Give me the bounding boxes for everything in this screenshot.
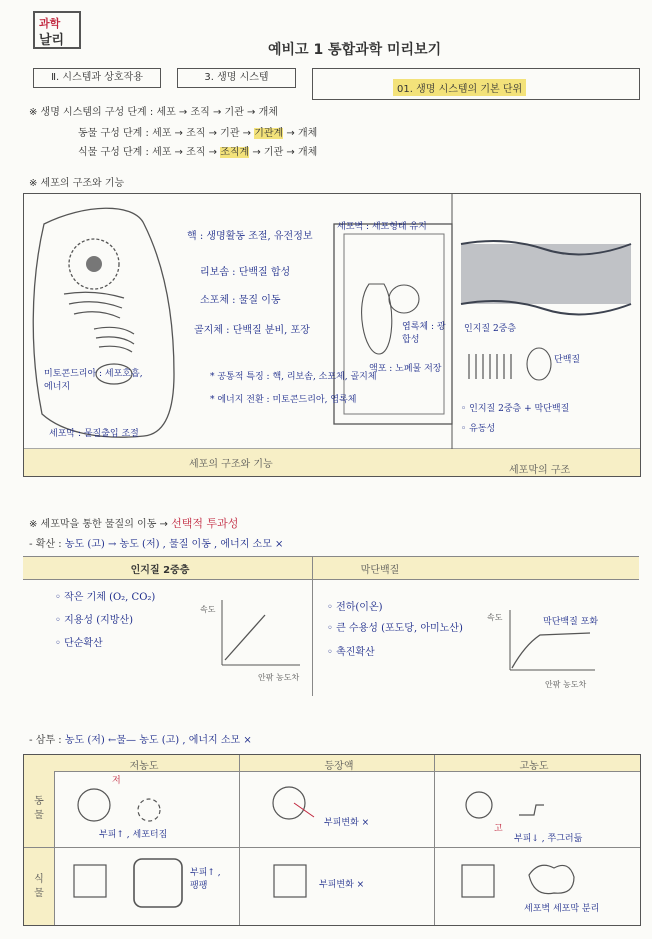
note-er: 소포체 : 물질 이동 [200,295,281,306]
graph1-x-label: 안팎 농도차 [258,673,300,682]
diffusion-line: - 확산 : 농도 (고) → 농도 (저) , 물질 이동 , 에너지 소모 × [29,539,284,550]
col-protein-title: 막단백질 [360,565,400,576]
note-lipid-bilayer: 인지질 2중층 [464,324,517,334]
graph2-note: 막단백질 포화 [543,617,599,627]
note-energy: * 에너지 전환 : 미토콘드리아, 엽록체 [210,395,357,405]
note-chloroplast: 엽록체 : 광합성 [402,322,446,345]
col-protein-item-1: ◦ 전하(이온) [327,602,383,613]
caption-cell-structure: 세포의 구조와 기능 [189,459,273,470]
graph1-y-label: 속도 [200,605,216,614]
col-lipid-title: 인지질 2중층 [130,565,190,576]
levels-intro: ※ 생명 시스템의 구성 단계 : 세포 → 조직 → 기관 → 개체 [29,107,278,118]
row-animal: 동물 [34,796,44,821]
cell-animal-hypertonic: 부피↓ , 쭈그러듦 [514,834,583,844]
col-lipid-item-3: ◦ 단순확산 [55,638,103,649]
note-cell-wall: 세포벽 : 세포형태 유지 [337,222,427,232]
note-vacuole: 액포 : 노폐물 저장 [369,364,442,374]
page-title: 예비고 1 통합과학 미리보기 [268,42,442,58]
mark-in: 저 [112,776,121,786]
col-protein-item-3: ◦ 촉진확산 [327,647,375,658]
note-membrane: 세포막 : 물질출입 조절 [49,429,139,439]
col-lipid-item-1: ◦ 작은 기체 (O₂, CO₂) [55,592,156,603]
note-membrane-composition: ◦ 인지질 2중층 + 막단백질 [461,404,570,414]
graph2-x-label: 안팎 농도차 [545,680,587,689]
logo-bottom: 날리 [39,33,65,48]
levels-plant: 식물 구성 단계 : 세포 → 조직 → 조직계 → 기관 → 개체 [78,147,318,158]
note-mitochondria: 미토콘드리아 : 세포호흡, 에너지 [44,369,143,392]
col-hypertonic: 고농도 [519,761,549,772]
cell-animal-hypotonic: 부피↑ , 세포터짐 [99,830,168,840]
row-plant: 식물 [34,874,44,899]
cell-plant-hypertonic: 세포벽 세포막 분리 [524,904,600,914]
note-common: * 공통적 특징 : 핵, 리보솜, 소포체, 골지체 [210,372,377,382]
breadcrumb-section: 3. 생명 시스템 [177,68,296,88]
col-lipid-item-2: ◦ 지용성 (지방산) [55,615,134,626]
cell-animal-isotonic: 부피변화 × [324,818,370,828]
note-golgi: 골지체 : 단백질 분비, 포장 [194,325,310,336]
mark-out: 고 [494,824,503,834]
note-protein: 단백질 [554,355,581,365]
cell-heading: ※ 세포의 구조와 기능 [29,178,125,189]
note-fluidity: ◦ 유동성 [461,424,496,434]
topic-label: 01. 생명 시스템의 기본 단위 [393,79,526,96]
note-nucleus: 핵 : 생명활동 조절, 유전정보 [187,231,313,242]
breadcrumb-chapter: Ⅱ. 시스템과 상호작용 [33,68,161,88]
logo-top: 과학 [39,17,61,30]
cell-plant-isotonic: 부피변화 × [319,880,365,890]
caption-membrane: 세포막의 구조 [509,465,571,476]
cell-plant-hypotonic: 부피↑ , 팽팽 [190,868,221,891]
transport-heading: ※ 세포막을 통한 물질의 이동 → 선택적 투과성 [29,517,239,530]
graph2-y-label: 속도 [487,613,503,622]
note-ribosome: 리보솜 : 단백질 합성 [200,267,291,278]
col-hypotonic: 저농도 [129,761,159,772]
osmosis-line: - 삼투 : 농도 (저) ←물— 농도 (고) , 에너지 소모 × [29,735,252,746]
osmosis-table [23,754,641,926]
levels-animal: 동물 구성 단계 : 세포 → 조직 → 기관 → 기관계 → 개체 [78,128,318,139]
col-protein-item-2: ◦ 큰 수용성 (포도당, 아미노산) [327,623,463,634]
col-isotonic: 등장액 [324,761,354,772]
